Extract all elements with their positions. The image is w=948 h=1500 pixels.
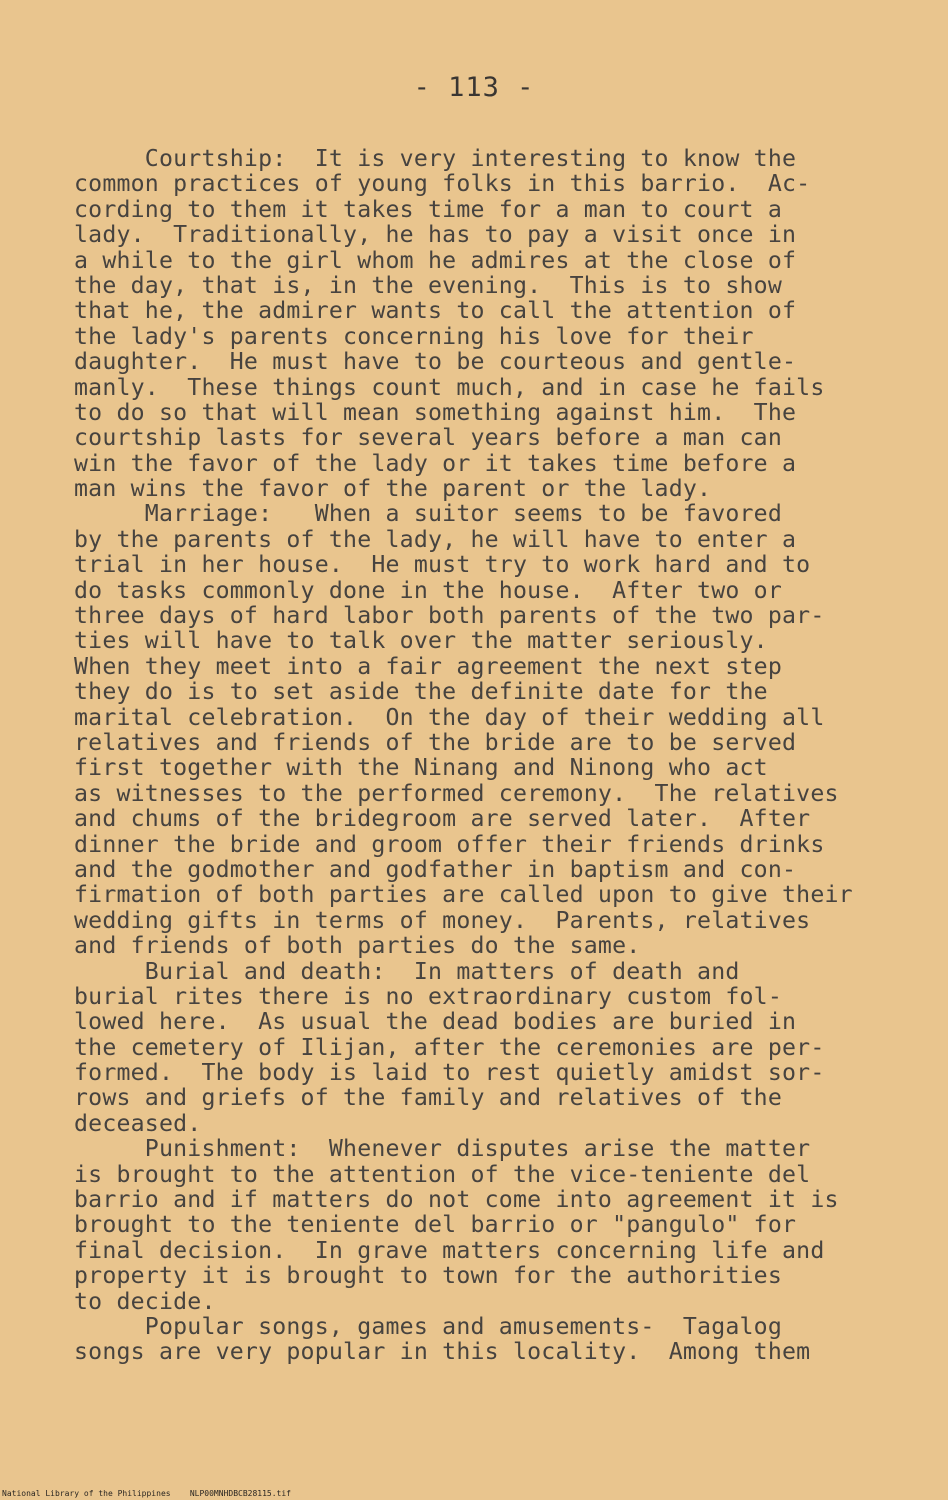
text-line: win the favor of the lady or it takes time before a [74, 449, 797, 477]
text-line: lady. Traditionally, he has to pay a visit once in [74, 221, 797, 249]
text-line: burial rites there is no extraordinary custom fol- [74, 982, 783, 1010]
text-line: and friends of both parties do the same. [74, 932, 641, 960]
text-line: property it is brought to town for the authorities [74, 1262, 783, 1290]
text-line: is brought to the attention of the vice-teniente del [74, 1160, 811, 1188]
text-line: wedding gifts in terms of money. Parents, relatives [74, 906, 811, 934]
text-line: rows and griefs of the family and relatives of the [74, 1084, 783, 1112]
document-body [74, 146, 904, 1365]
text-line: ties will have to talk over the matter seriously. [74, 627, 768, 655]
text-line: marital celebration. On the day of their wedding all [74, 703, 825, 731]
text-line: courtship lasts for several years before a man can [74, 424, 783, 452]
text-line: Burial and death: In matters of death and [74, 957, 740, 985]
text-line: cording to them it takes time for a man to court a [74, 195, 783, 223]
text-line: brought to the teniente del barrio or "pangulo" for [74, 1211, 797, 1239]
text-line: by the parents of the lady, he will have to enter a [74, 525, 797, 553]
text-line: three days of hard labor both parents of the two par- [74, 602, 825, 630]
text-line: the lady's parents concerning his love for their [74, 322, 754, 350]
text-line: do tasks commonly done in the house. After two or [74, 576, 783, 604]
text-line: daughter. He must have to be courteous and gentle- [74, 348, 797, 376]
text-line: common practices of young folks in this barrio. Ac- [74, 170, 811, 198]
text-line: barrio and if matters do not come into agreement it is [74, 1186, 839, 1214]
text-line: the cemetery of Ilijan, after the ceremonies are per- [74, 1033, 825, 1061]
text-line: to decide. [74, 1287, 216, 1315]
text-line: man wins the favor of the parent or the lady. [74, 475, 712, 503]
text-line: to do so that will mean something against him. The [74, 398, 797, 426]
text-line: final decision. In grave matters concerning life and [74, 1236, 825, 1264]
text-line: lowed here. As usual the dead bodies are buried in [74, 1008, 797, 1036]
text-line: the day, that is, in the evening. This is to show [74, 271, 783, 299]
text-line: deceased. [74, 1109, 202, 1137]
text-line: Punishment: Whenever disputes arise the matter [74, 1135, 811, 1163]
text-line: relatives and friends of the bride are to be served [74, 728, 797, 756]
text-line: Courtship: It is very interesting to know the [74, 145, 797, 172]
page-number: - 113 - [413, 72, 535, 103]
text-line: first together with the Ninang and Ninong who act [74, 754, 768, 782]
text-line: a while to the girl whom he admires at the close of [74, 246, 797, 274]
text-line: Marriage: When a suitor seems to be favored [74, 500, 783, 528]
text-line: as witnesses to the performed ceremony. The relatives [74, 779, 839, 807]
text-line: manly. These things count much, and in case he fails [74, 373, 825, 401]
text-line: trial in her house. He must try to work hard and to [74, 551, 811, 579]
text-line: and chums of the bridegroom are served later. After [74, 805, 811, 833]
archive-footer: National Library of the Philippines NLP00MNHDBCB28115.tif [2, 1489, 291, 1498]
text-line: formed. The body is laid to rest quietly amidst sor- [74, 1059, 825, 1087]
text-line: Popular songs, games and amusements- Tagalog [74, 1312, 783, 1340]
text-line: that he, the admirer wants to call the attention of [74, 297, 797, 325]
text-line: they do is to set aside the definite date for the [74, 678, 768, 706]
text-line: When they meet into a fair agreement the next step [74, 652, 783, 680]
text-line: firmation of both parties are called upon to give their [74, 881, 853, 909]
text-line: songs are very popular in this locality. Among them [74, 1338, 811, 1366]
text-line: dinner the bride and groom offer their friends drinks [74, 830, 825, 858]
text-line: and the godmother and godfather in baptism and con- [74, 855, 797, 883]
